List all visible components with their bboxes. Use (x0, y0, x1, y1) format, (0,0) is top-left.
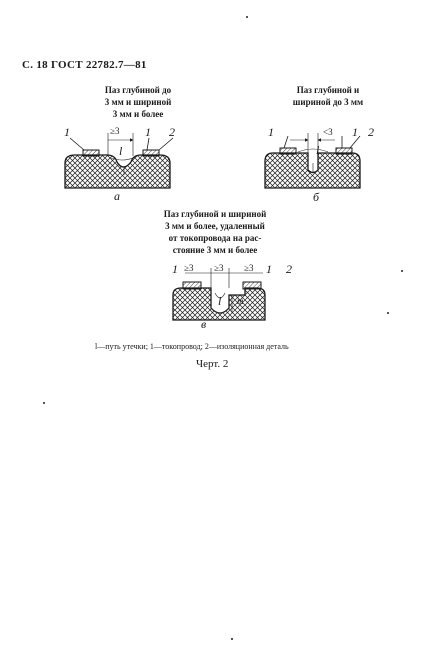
label-m-c: m (237, 296, 244, 306)
label-ge3-a: ≥3 (110, 126, 120, 136)
label-c: в (201, 317, 207, 331)
conductor-right (243, 282, 261, 289)
caption-b: Паз глубиной и шириной до 3 мм (292, 85, 364, 107)
label-2-c: 2 (286, 262, 292, 276)
label-l-a: l (119, 144, 123, 158)
label-lt3-b: <3 (323, 127, 333, 137)
label-2-a: 2 (169, 125, 175, 139)
scan-speck (246, 16, 248, 18)
label-2-b: 2 (368, 125, 374, 139)
label-1-b-right: 1 (352, 125, 358, 139)
conductor-left (183, 282, 201, 289)
page-header: С. 18 ГОСТ 22782.7—81 (22, 59, 147, 71)
label-1-b-left: 1 (268, 125, 274, 139)
scan-speck (387, 312, 389, 314)
conductor-right (143, 150, 159, 156)
label-1-a-left: 1 (64, 125, 70, 139)
label-l-b: l (316, 143, 320, 157)
label-a: а (114, 189, 120, 203)
label-1-c-left: 1 (172, 262, 178, 276)
figure-b (260, 128, 380, 203)
conductor-left (280, 148, 296, 154)
scan-speck (43, 402, 45, 404)
caption-c: Паз глубиной и шириной 3 мм и более, удаленный от токопровода на рас- стояние 3 мм и более (163, 209, 267, 255)
label-1-c-right: 1 (266, 262, 272, 276)
label-ge3-c-right: ≥3 (244, 263, 254, 273)
label-ge3-c-mid: ≥3 (214, 263, 224, 273)
conductor-right (336, 148, 352, 154)
label-1-a-right: 1 (145, 125, 151, 139)
scan-speck (401, 270, 403, 272)
insulator-part (265, 153, 360, 188)
figure-legend: l—путь утечки; 1—токопровод; 2—изоляционная деталь (95, 342, 289, 351)
label-b: б (313, 190, 320, 204)
scan-speck (231, 638, 233, 640)
label-ge3-c-left: ≥3 (184, 263, 194, 273)
figure-caption: Черт. 2 (196, 358, 229, 370)
label-l-c: l (218, 294, 222, 308)
conductor-left (83, 150, 99, 156)
caption-a: Паз глубиной до 3 мм и шириной 3 мм и более (104, 85, 172, 119)
